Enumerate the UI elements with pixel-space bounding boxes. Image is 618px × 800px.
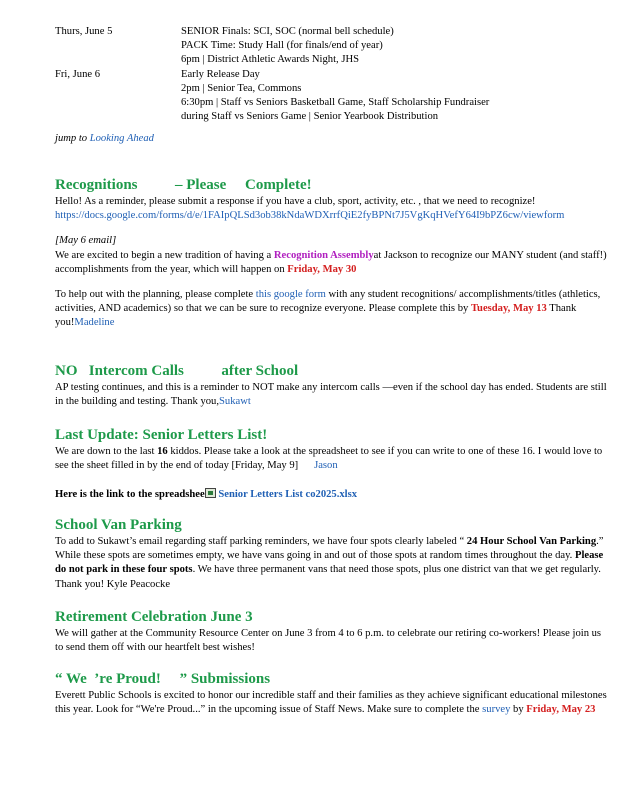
recognitions-planning-text [55,288,610,331]
schedule-line: 6pm | District Athletic Awards Night, JHS [181,54,359,66]
text: Thank you! [55,303,577,329]
senior-letters-text [55,445,610,473]
text: Everett Public Schools is excited to honor our incredible staff and their families as they achieve significant educational milestones this year. Look for “We're Proud...” in the upcoming issue of Staff News. Make sure to complete the [55,690,607,716]
text: at Jackson to recognize our MANY student (and staff!) accomplishments from the year, which will happen on [55,249,607,275]
proud-text [55,689,610,717]
text: To help out with the planning, please complete [55,289,256,301]
recognitions-form-url[interactable]: https://docs.google.com/forms/d/e/1FAIpQLSd3ob38kNdaWDXrrfQiE2fyBPNt7J5VgKqHVefY64I9bPZ6cw/viewform [55,210,565,222]
schedule-desc [181,68,615,125]
recognition-assembly-label: Recognition Assembly [273,249,374,261]
proud-section [55,670,610,717]
link-prefix: Here is the link to the spreadshee [55,489,205,501]
schedule-line: SENIOR Finals: SCI, SOC (normal bell schedule) [181,26,394,37]
schedule-row [55,25,615,68]
spreadsheet-file-link[interactable]: Senior Letters List co2025.xlsx [218,489,358,501]
schedule-day: Thurs, June 5 [55,26,113,37]
count: 16 [157,446,168,457]
recognitions-heading: Recognitions – Please Complete! [55,177,312,193]
intercom-section [55,362,610,409]
text: with any student recognitions/ accomplishments/titles (athletics, activities, AND academics) so that we can be sure to recognize everyone. Please complete this by [55,289,601,315]
email-note: [May 6 email] [55,235,117,247]
assembly-date: Friday, May 30 [287,263,357,275]
spreadsheet-file-icon [205,488,216,498]
spreadsheet-link-line [55,488,610,502]
van-parking-text [55,535,610,592]
schedule-line: during Staff vs Seniors Game | Senior Yearbook Distribution [181,111,439,123]
text: . We have three permanent vans that need those spots, plus one district van that we get regularly. Thank you! Kyle Peacocke [55,564,601,590]
senior-letters-section [55,426,610,503]
signature: Madeline [74,317,115,329]
retirement-heading: Retirement Celebration June 3 [55,609,253,625]
van-parking-section [55,516,610,592]
intercom-text [55,381,610,409]
text: To add to Sukawt’s email regarding staff parking reminders, we have four spots clearly labeled “ [55,536,467,547]
schedule-day: Fri, June 6 [55,68,101,80]
looking-ahead-link[interactable]: Looking Ahead [89,133,154,144]
text: We are down to the last [55,446,158,457]
schedule-line: 6:30pm | Staff vs Seniors Basketball Game, Staff Scholarship Fundraiser [181,97,490,109]
signature: Jason [314,460,338,472]
recognitions-section [55,176,610,331]
jump-to [55,133,154,144]
senior-letters-heading: Last Update: Senior Letters List! [55,427,268,443]
no-parking-warning: Please do not park in these four spots [55,550,604,576]
survey-deadline: Friday, May 23 [526,704,596,716]
schedule [55,25,615,124]
retirement-text: We will gather at the Community Resource Center on June 3 from 4 to 6 p.m. to celebrate our retiring co-workers! Please join us to send them off with our heartfelt best wishes! [55,628,602,654]
text: We are excited to begin a new tradition of having a [55,249,274,261]
text: kiddos. Please take a look at the spreadsheet to see if you can write to one of these 16. I would love to see the sheet filled in by the end of today [Friday, May 9] [55,446,603,472]
intercom-heading: NO Intercom Calls after School [55,363,299,379]
text: .” While these spots are sometimes empty, we have vans going in and out of those spots at random times throughout the day. [55,536,604,562]
proud-heading: “ We ’re Proud! ” Submissions [55,671,271,687]
retirement-section [55,608,610,655]
van-parking-label: 24 Hour School Van Parking [466,536,597,547]
signature: Sukawt [219,396,251,408]
schedule-line: Early Release Day [181,68,260,80]
schedule-line: PACK Time: Study Hall (for finals/end of year) [181,40,383,52]
jump-prefix: jump to [55,133,90,144]
recognitions-assembly-text [55,249,610,277]
text: by [510,704,527,716]
survey-link[interactable]: survey [482,704,511,716]
recognitions-intro: Hello! As a reminder, please submit a response if you have a club, sport, activity, etc. , that we need to recognize! [55,196,536,207]
schedule-desc [181,25,615,68]
schedule-row [55,68,615,125]
schedule-line: 2pm | Senior Tea, Commons [181,82,302,94]
van-parking-heading: School Van Parking [55,517,182,533]
text: AP testing continues, and this is a reminder to NOT make any intercom calls —even if the school day has ended. Students are still in the building and testing. Thank you, [55,382,607,408]
deadline-date: Tuesday, May 13 [470,303,547,315]
google-form-link[interactable]: this google form [255,289,326,301]
